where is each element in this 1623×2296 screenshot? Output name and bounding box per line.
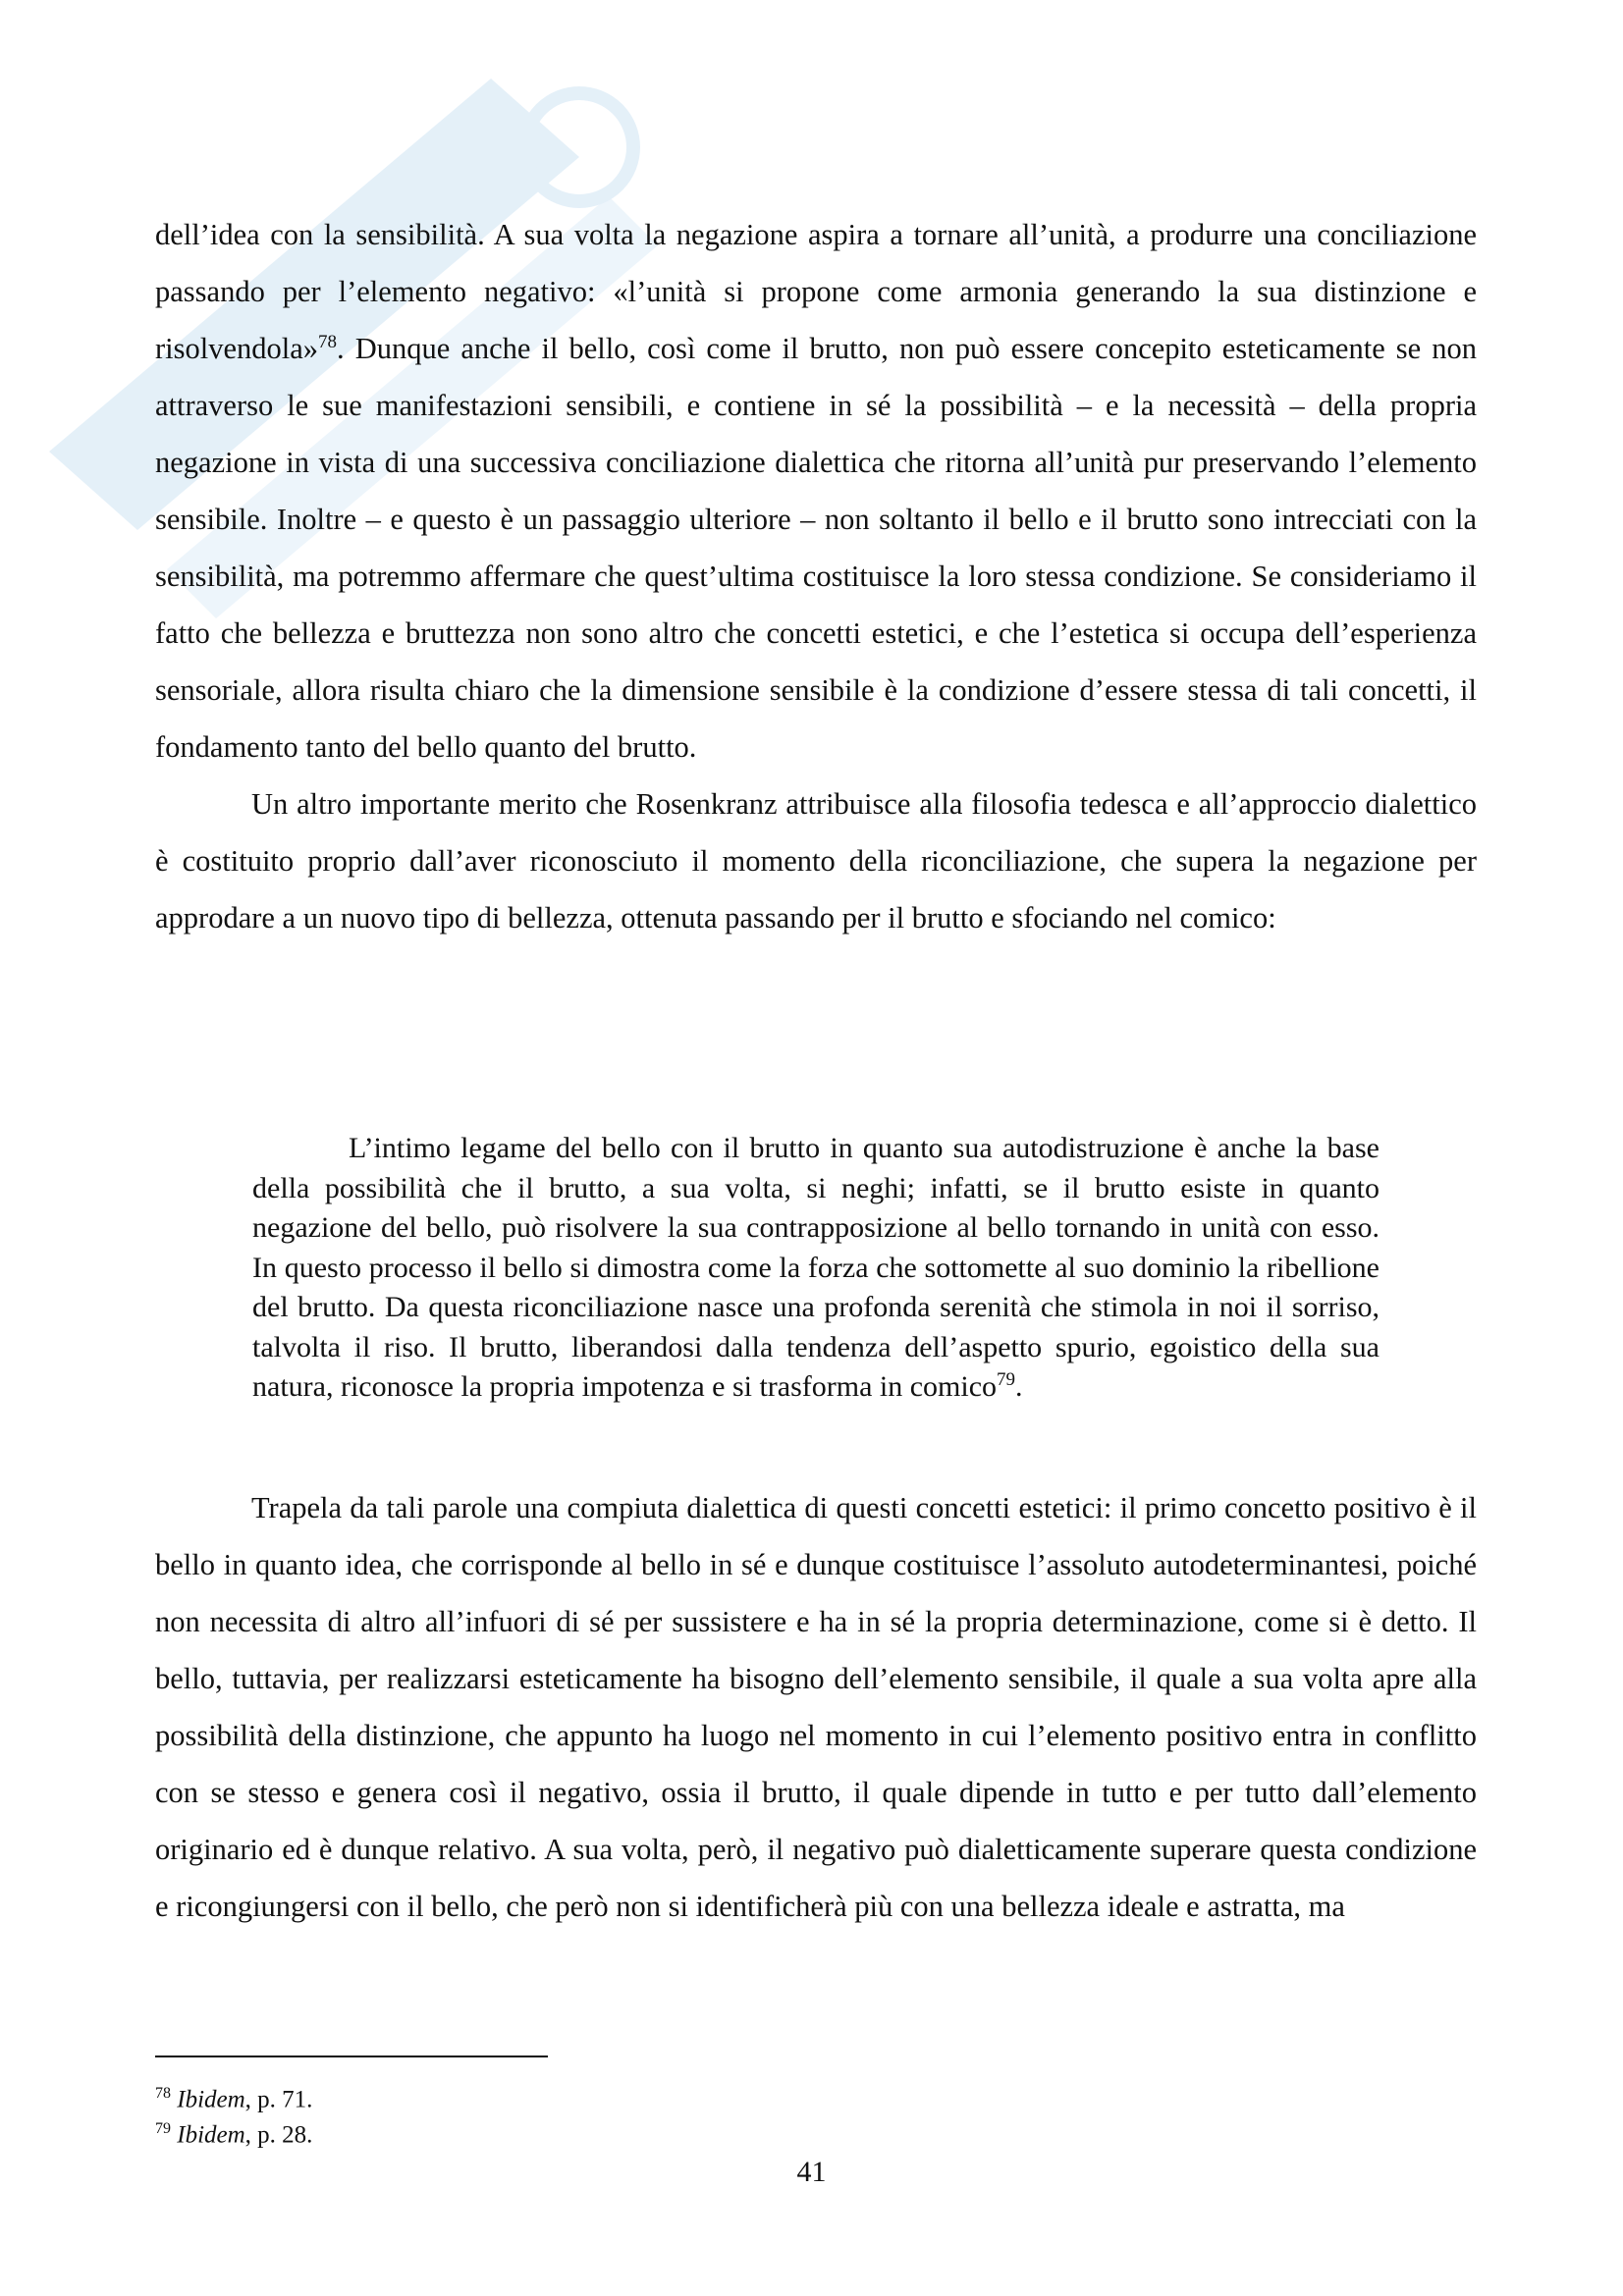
body-text-bottom — [155, 1479, 1477, 1935]
block-quote-end: . — [1015, 1370, 1023, 1403]
block-quote-text: L’intimo legame del bello con il brutto in quanto sua autodistruzione è anche la base della possibilità che il brutto, a sua volta, si neghi; infatti, se il brutto esiste in quanto negazione del bello, può risolvere la sua contrapposizione al bello tornando in unità con esso. In questo processo il bello si dimostra come la forza che sottomette al suo dominio la ribellione del brutto. Da questa riconciliazione nasce una profonda serenità che stimola in noi il sorriso, talvolta il riso. Il brutto, liberandosi dalla tendenza dell’aspetto spurio, egoistico della sua natura, riconosce la propria impotenza e si trasforma in comico — [252, 1132, 1380, 1403]
footnote-ref-78[interactable]: 78 — [318, 331, 338, 352]
footnote-source: Ibidem — [177, 2121, 245, 2149]
footnote-separator — [155, 2056, 548, 2057]
footnote-79 — [155, 2114, 1477, 2150]
footnote-number: 78 — [155, 2085, 171, 2102]
footnote-ref-79[interactable]: 79 — [997, 1369, 1016, 1390]
paragraph-3: Trapela da tali parole una compiuta dialettica di questi concetti estetici: il primo concetto positivo è il bello in quanto idea, che corrisponde al bello in sé e dunque costituisce l’assoluto autodeterminantesi, poiché non necessita di altro all’infuori di sé per sussistere e ha in sé la propria determinazione, come si è detto. Il bello, tuttavia, per realizzarsi esteticamente ha bisogno dell’elemento sensibile, il quale a sua volta apre alla possibilità della distinzione, che appunto ha luogo nel momento in cui l’elemento positivo entra in conflitto con se stesso e genera così il negativo, ossia il brutto, il quale dipende in tutto e per tutto dall’elemento originario ed è dunque relativo. A sua volta, però, il negativo può dialetticamente superare questa condizione e ricongiungersi con il bello, che però non si identificherà più con una bellezza ideale e astratta, ma — [155, 1491, 1477, 1923]
footnote-page: , p. 28. — [244, 2121, 313, 2149]
paragraph-2: Un altro importante merito che Rosenkranz attribuisce alla filosofia tedesca e all’approccio dialettico è costituito proprio dall’aver riconosciuto il momento della riconciliazione, che supera la negazione per approdare a un nuovo tipo di bellezza, ottenuta passando per il brutto e sfociando nel comico: — [155, 787, 1477, 934]
page-number: 41 — [796, 2156, 827, 2188]
footnote-78 — [155, 2079, 1477, 2114]
footnote-number: 79 — [155, 2120, 171, 2138]
block-quote — [252, 1129, 1380, 1408]
paragraph-1 — [155, 206, 1477, 775]
body-text-top — [155, 206, 1477, 946]
footnotes — [155, 2079, 1477, 2151]
footnote-source: Ibidem — [177, 2086, 245, 2113]
paragraph-1-text-b: . Dunque anche il bello, così come il brutto, non può essere concepito esteticamente se non attraverso le sue manifestazioni sensibili, e contiene in sé la possibilità – e la necessità – della propria negazione in vista di una successiva conciliazione dialettica che ritorna all’unità pur preservando l’elemento sensibile. Inoltre – e questo è un passaggio ulteriore – non soltanto il bello e il brutto sono intrecciati con la sensibilità, ma potremmo affermare che quest’ultima costituisce la loro stessa condizione. Se consideriamo il fatto che bellezza e bruttezza non sono altro che concetti estetici, e che l’estetica si occupa dell’esperienza sensoriale, allora risulta chiaro che la dimensione sensibile è la condizione d’essere stessa di tali concetti, il fondamento tanto del bello quanto del brutto. — [155, 332, 1477, 764]
paragraph-1-text-a: dell’idea con la sensibilità. A sua volta la negazione aspira a tornare all’unità, a produrre una conciliazione passando per l’elemento negativo: «l’unità si propone come armonia generando la sua distinzione e risolvendola» — [155, 218, 1477, 365]
footnote-page: , p. 71. — [244, 2086, 313, 2113]
